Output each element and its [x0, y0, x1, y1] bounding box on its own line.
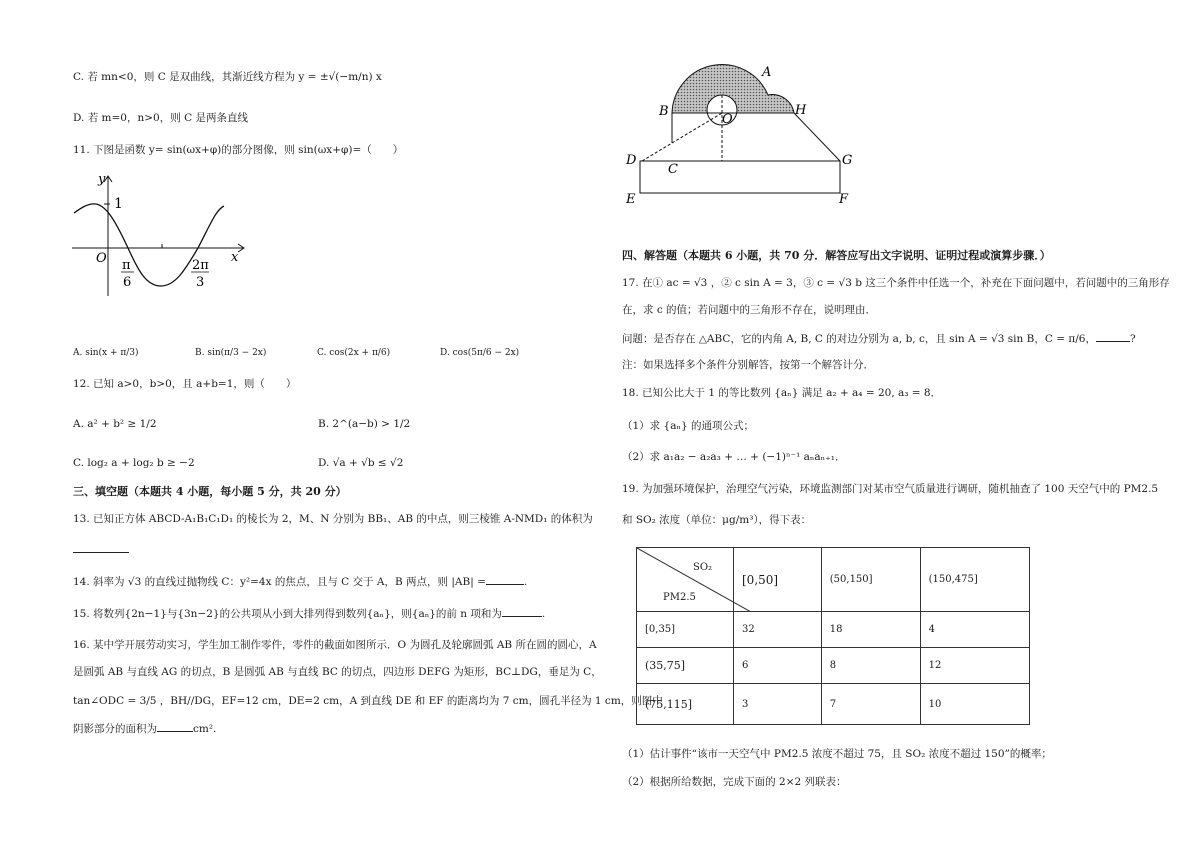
- section-3-heading: 三、填空题（本题共 4 小题，每小题 5 分，共 20 分）: [73, 485, 347, 498]
- q14-blank: [486, 574, 524, 585]
- table-cell: 8: [821, 648, 920, 684]
- q11-option-a: A. sin(x + π/3): [73, 348, 139, 358]
- q12-stem: 12. 已知 a>0，b>0，且 a+b=1，则（ ）: [73, 378, 297, 390]
- q17-line-1: 17. 在① ac = √3 ，② c sin A = 3，③ c = √3 b 这三个条件中任选一个，补充在下面问题中，若问题中的三角形存: [622, 277, 1170, 289]
- q16-line-1: 16. 某中学开展劳动实习，学生加工制作零件，零件的截面如图所示．O 为圆孔及轮廓圆弧 AB 所在圆的圆心，A: [73, 639, 597, 651]
- q19-line-2: 和 SO₂ 浓度（单位：μg/m³），得下表：: [622, 514, 812, 526]
- q11-stem: 11. 下图是函数 y= sin(ωx+φ)的部分图像，则 sin(ωx+φ)=（ ）: [73, 144, 404, 156]
- 2pi3-den: 3: [196, 275, 205, 290]
- q18-part-2: （2）求 a₁a₂ − a₂a₃ + … + (−1)ⁿ⁻¹ aₙaₙ₊₁．: [622, 451, 846, 463]
- label-O: O: [722, 112, 733, 127]
- q10-option-d: D. 若 m=0，n>0，则 C 是两条直线: [73, 112, 248, 124]
- line-DC: [642, 143, 672, 161]
- section-4-heading: 四、解答题（本题共 6 小题，共 70 分．解答应写出文字说明、证明过程或演算步骤．）: [622, 249, 1051, 262]
- table-cell: 7: [821, 684, 920, 725]
- q11-option-c: C. cos(2x + π/6): [317, 348, 391, 358]
- q18-part-1: （1）求 {aₙ} 的通项公式；: [622, 420, 755, 432]
- q13-stem: 13. 已知正方体 ABCD-A₁B₁C₁D₁ 的棱长为 2，M、N 分别为 BB₁、AB 的中点，则三棱锥 A-NMD₁ 的体积为: [73, 513, 593, 525]
- table-cell: 18: [821, 612, 920, 648]
- q18-stem: 18. 已知公比大于 1 的等比数列 {aₙ} 满足 a₂ + a₄ = 20, a₃ = 8．: [622, 387, 942, 399]
- row-header: (35,75]: [637, 648, 734, 684]
- col-header: (50,150]: [821, 548, 920, 612]
- q19-part-1: （1）估计事件“该市一天空气中 PM2.5 浓度不超过 75，且 SO₂ 浓度不超过 150”的概率；: [622, 748, 1052, 760]
- table-cell: 3: [734, 684, 822, 725]
- q14-line: 14. 斜率为 √3 的直线过抛物线 C：y²=4x 的焦点，且与 C 交于 A，B 两点，则 |AB| = .: [73, 576, 528, 588]
- pi6-den: 6: [123, 275, 132, 290]
- sine-graph: [66, 168, 256, 296]
- q11-option-b: B. sin(π/3 − 2x): [195, 348, 267, 358]
- q13-answer-line: [73, 542, 129, 557]
- corner-pm25: PM2.5: [663, 592, 696, 603]
- x-label: x: [231, 250, 239, 265]
- row-header: [0,35]: [637, 612, 734, 648]
- table-cell: 32: [734, 612, 822, 648]
- q17-line-2: 在，求 c 的值；若问题中的三角形不存在，说明理由．: [622, 304, 877, 316]
- q16-stem-end: 阴影部分的面积为: [73, 723, 157, 735]
- q16-line-3: tan∠ODC = 3/5 ，BH//DG，EF=12 cm，DE=2 cm，A 到直线 DE 和 EF 的距离均为 7 cm，圆孔半径为 1 cm，则图中: [73, 695, 663, 707]
- q15-line: 15. 将数列{2n−1}与{3n−2}的公共项从小到大排列得到数列{aₙ}，则{aₙ}的前 n 项和为 .: [73, 608, 546, 620]
- label-B: B: [659, 104, 669, 119]
- table-row: [637, 648, 1030, 684]
- q15-stem: 15. 将数列{2n−1}与{3n−2}的公共项从小到大排列得到数列{aₙ}，则{aₙ}的前 n 项和为: [73, 608, 502, 620]
- label-D: D: [626, 153, 637, 168]
- q17-blank: [1096, 331, 1130, 342]
- q16-line-4: [73, 721, 216, 736]
- y-one-label: 1: [114, 196, 123, 212]
- label-C: C: [668, 162, 678, 177]
- q16-line-2: 是圆弧 AB 与直线 AG 的切点，B 是圆弧 AB 与直线 BC 的切点，四边形 DEFG 为矩形，BC⊥DG，垂足为 C，: [73, 666, 602, 678]
- q16-blank: [157, 721, 193, 732]
- q12-option-b: B. 2^(a−b) > 1/2: [318, 418, 411, 430]
- table-cell: 10: [920, 684, 1029, 725]
- 2pi3-num: 2π: [192, 258, 209, 273]
- sine-curve: [74, 204, 224, 286]
- row-header: (75,115]: [637, 684, 734, 725]
- label-A: A: [762, 65, 772, 80]
- corner-so2: SO₂: [693, 562, 713, 573]
- table-cell: 6: [734, 648, 822, 684]
- table-row: [637, 612, 1030, 648]
- q12-option-a: A. a² + b² ≥ 1/2: [73, 418, 157, 430]
- label-H: H: [795, 103, 807, 118]
- origin-label: O: [96, 251, 107, 266]
- q15-blank: [502, 606, 542, 617]
- col-header: (150,475]: [920, 548, 1029, 612]
- q11-option-d: D. cos(5π/6 − 2x): [440, 348, 520, 358]
- label-F: F: [839, 192, 849, 207]
- q14-stem: 14. 斜率为 √3 的直线过抛物线 C：y²=4x 的焦点，且与 C 交于 A，B 两点，则 |AB| =: [73, 576, 486, 588]
- part-section-figure: [620, 55, 870, 210]
- pi6-num: π: [122, 258, 131, 273]
- table-row: [637, 684, 1030, 725]
- table-header-row: [637, 548, 1030, 612]
- q17-problem: 问题：是否存在 △ABC，它的内角 A, B, C 的对边分别为 a, b, c，且 sin A = √3 sin B，C = π/6，: [622, 333, 1096, 345]
- q10-option-c: C. 若 mn<0，则 C 是双曲线，其渐近线方程为 y = ±√(−m/n) x: [73, 71, 382, 83]
- q17-question-mark: ?: [1130, 333, 1136, 345]
- q12-option-c: C. log₂ a + log₂ b ≥ −2: [73, 457, 195, 469]
- table-cell: 4: [920, 612, 1029, 648]
- q19-part-2: （2）根据所给数据，完成下面的 2×2 列联表：: [622, 776, 847, 788]
- col-header: [0,50]: [734, 548, 822, 612]
- y-label: y: [98, 172, 106, 187]
- q16-unit: cm².: [193, 723, 217, 735]
- label-G: G: [842, 153, 853, 168]
- table-cell: 12: [920, 648, 1029, 684]
- q19-line-1: 19. 为加强环境保护，治理空气污染，环境监测部门对某市空气质量进行调研，随机抽查了 100 天空气中的 PM2.5: [622, 483, 1159, 495]
- table-corner-cell: [637, 548, 734, 612]
- q12-option-d: D. √a + √b ≤ √2: [318, 457, 404, 469]
- q17-note: 注：如果选择多个条件分别解答，按第一个解答计分．: [622, 359, 874, 371]
- pm25-so2-table: [636, 547, 1030, 725]
- line-AG: [794, 113, 840, 161]
- q17-line-3: [622, 331, 1136, 346]
- label-E: E: [626, 192, 636, 207]
